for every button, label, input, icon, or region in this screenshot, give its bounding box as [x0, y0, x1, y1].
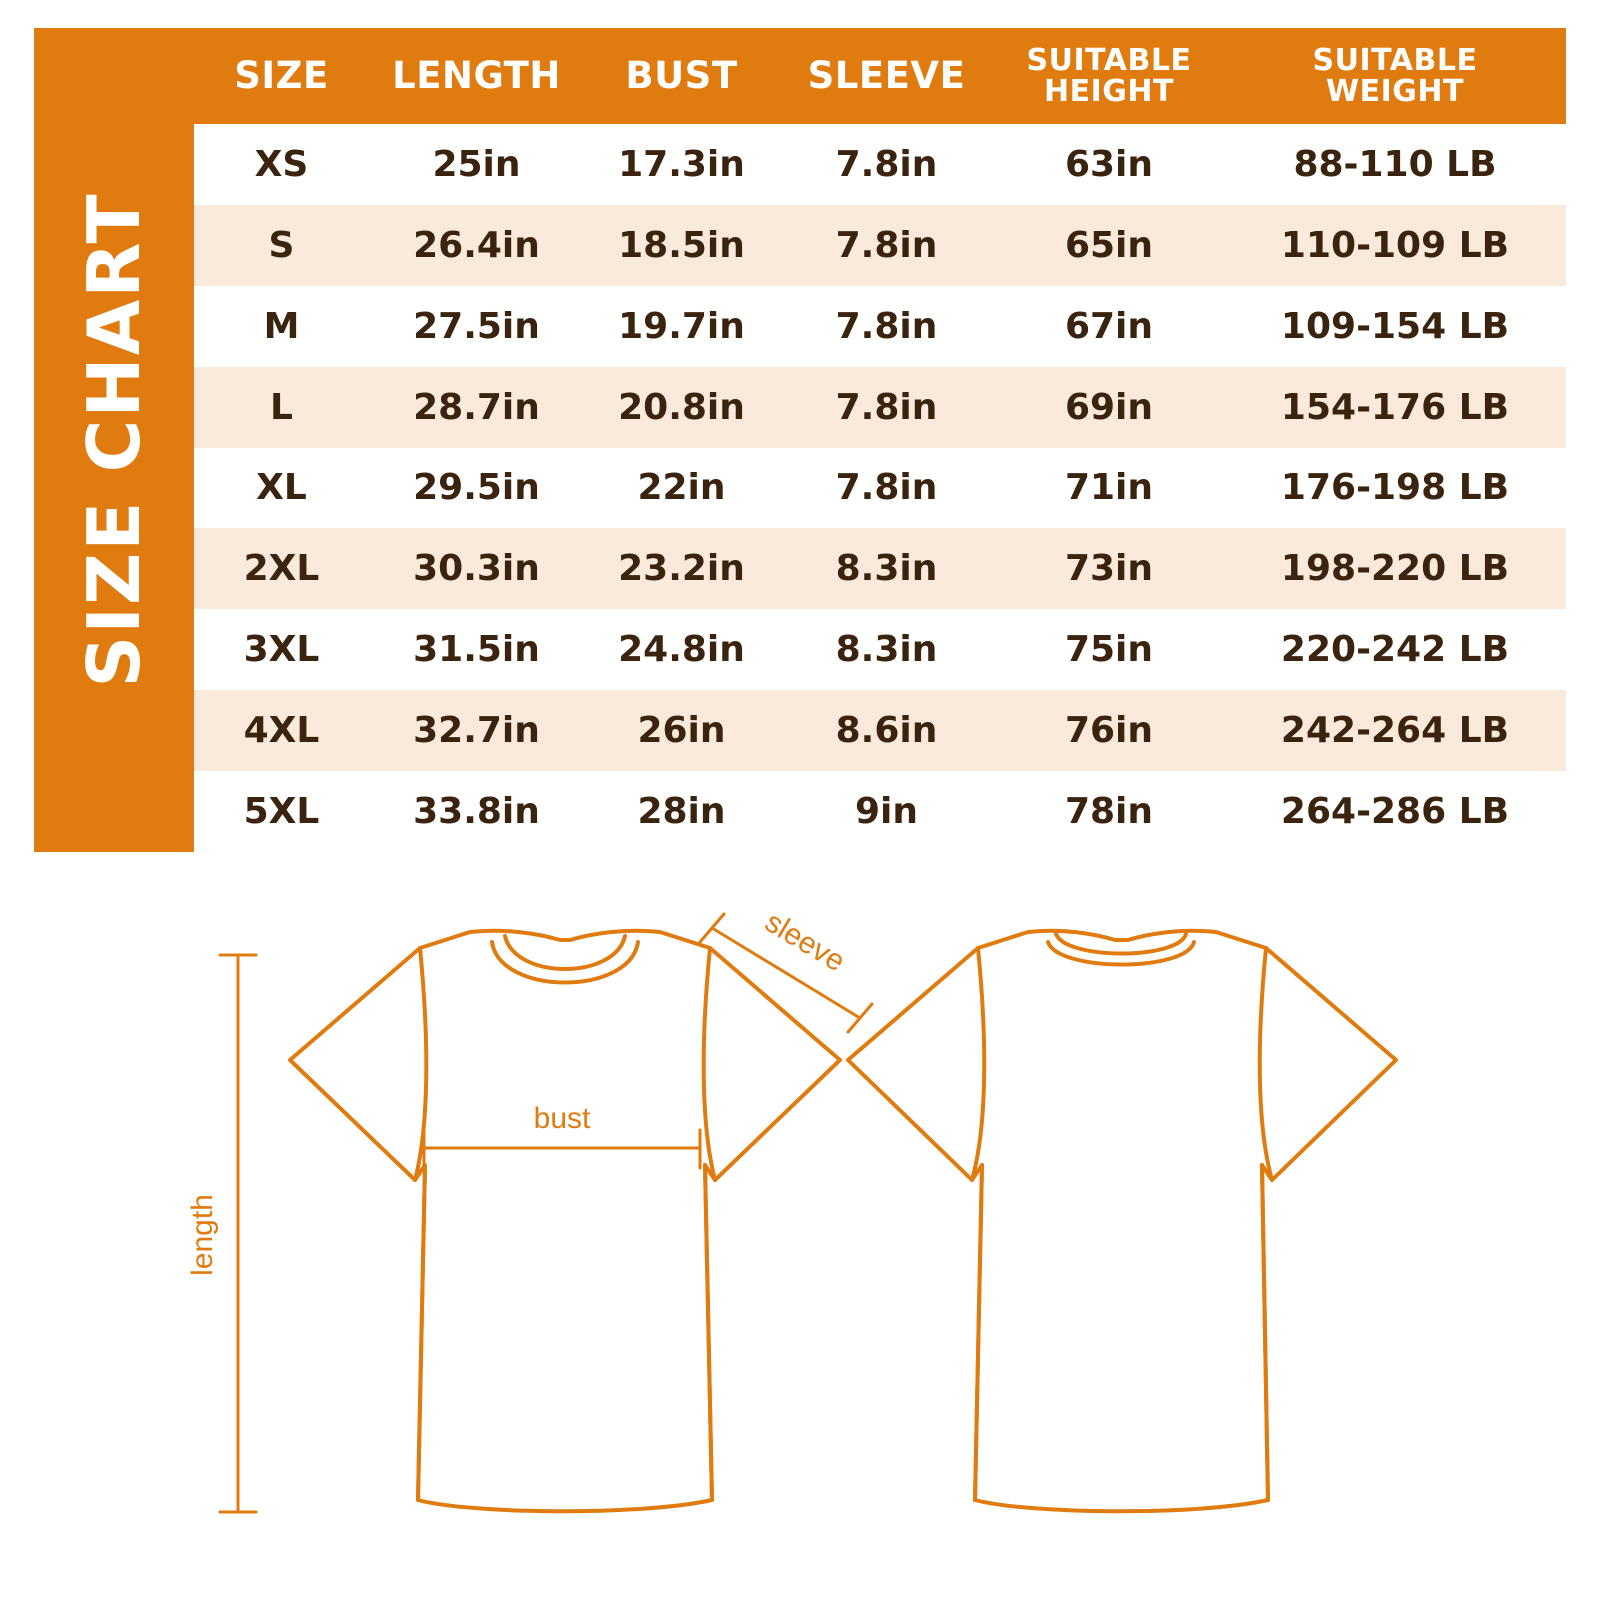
sleeve-label: sleeve: [759, 905, 851, 979]
cell-length: 31.5in: [369, 609, 584, 690]
cell-length: 33.8in: [369, 771, 584, 852]
cell-bust: 18.5in: [584, 205, 779, 286]
cell-sleeve: 7.8in: [779, 286, 994, 367]
cell-sleeve: 7.8in: [779, 205, 994, 286]
cell-weight: 220-242 LB: [1224, 609, 1566, 690]
cell-size: 3XL: [194, 609, 369, 690]
cell-length: 26.4in: [369, 205, 584, 286]
column-header-suitable-weight-line2: WEIGHT: [1326, 74, 1464, 109]
cell-size: S: [194, 205, 369, 286]
table-row: [194, 690, 1566, 771]
table-row: [194, 205, 1566, 286]
cell-sleeve: 8.3in: [779, 609, 994, 690]
cell-size: 2XL: [194, 528, 369, 609]
length-dimension: [220, 955, 256, 1512]
cell-length: 30.3in: [369, 528, 584, 609]
cell-weight: 110-109 LB: [1224, 205, 1566, 286]
size-table: [194, 28, 1566, 852]
column-header-bust: BUST: [625, 53, 738, 97]
column-header-suitable-height-line1: SUITABLE: [1026, 42, 1192, 78]
cell-sleeve: 8.3in: [779, 528, 994, 609]
cell-height: 67in: [994, 286, 1224, 367]
cell-length: 29.5in: [369, 448, 584, 529]
tshirt-front-illustration: [290, 931, 840, 1512]
cell-length: 32.7in: [369, 690, 584, 771]
cell-size: XS: [194, 124, 369, 205]
cell-height: 65in: [994, 205, 1224, 286]
table-row: [194, 771, 1566, 852]
cell-length: 28.7in: [369, 367, 584, 448]
column-header-size: SIZE: [234, 53, 329, 97]
cell-size: 4XL: [194, 690, 369, 771]
table-row: [194, 124, 1566, 205]
length-label: length: [186, 1194, 219, 1276]
cell-bust: 28in: [584, 771, 779, 852]
cell-sleeve: 8.6in: [779, 690, 994, 771]
size-chart-title-bar: [34, 28, 194, 852]
measurement-diagram: [0, 880, 1600, 1580]
cell-bust: 19.7in: [584, 286, 779, 367]
table-row: [194, 448, 1566, 529]
cell-height: 69in: [994, 367, 1224, 448]
cell-weight: 242-264 LB: [1224, 690, 1566, 771]
cell-size: 5XL: [194, 771, 369, 852]
bust-dimension: [424, 1130, 700, 1168]
column-header-length: LENGTH: [392, 53, 561, 97]
column-header-suitable-weight: [1224, 28, 1566, 124]
cell-bust: 24.8in: [584, 609, 779, 690]
cell-sleeve: 7.8in: [779, 367, 994, 448]
cell-height: 73in: [994, 528, 1224, 609]
cell-sleeve: 7.8in: [779, 448, 994, 529]
cell-weight: 198-220 LB: [1224, 528, 1566, 609]
page-title: SIZE CHART: [72, 192, 156, 688]
cell-height: 76in: [994, 690, 1224, 771]
cell-sleeve: 9in: [779, 771, 994, 852]
bust-label: bust: [533, 1102, 591, 1135]
tshirt-back-illustration: [848, 931, 1396, 1512]
cell-size: XL: [194, 448, 369, 529]
cell-bust: 20.8in: [584, 367, 779, 448]
cell-length: 25in: [369, 124, 584, 205]
cell-height: 78in: [994, 771, 1224, 852]
table-row: [194, 367, 1566, 448]
cell-bust: 23.2in: [584, 528, 779, 609]
cell-weight: 176-198 LB: [1224, 448, 1566, 529]
cell-weight: 154-176 LB: [1224, 367, 1566, 448]
table-row: [194, 609, 1566, 690]
cell-weight: 88-110 LB: [1224, 124, 1566, 205]
cell-weight: 109-154 LB: [1224, 286, 1566, 367]
column-header-suitable-weight-line1: SUITABLE: [1312, 42, 1478, 78]
cell-bust: 22in: [584, 448, 779, 529]
cell-height: 71in: [994, 448, 1224, 529]
cell-size: L: [194, 367, 369, 448]
cell-bust: 26in: [584, 690, 779, 771]
cell-sleeve: 7.8in: [779, 124, 994, 205]
column-header-suitable-height: [994, 28, 1224, 124]
column-header-sleeve: SLEEVE: [807, 53, 966, 97]
cell-size: M: [194, 286, 369, 367]
cell-height: 63in: [994, 124, 1224, 205]
table-header-row: [194, 28, 1566, 124]
cell-height: 75in: [994, 609, 1224, 690]
size-chart-panel: [34, 28, 1566, 852]
cell-weight: 264-286 LB: [1224, 771, 1566, 852]
cell-length: 27.5in: [369, 286, 584, 367]
table-row: [194, 286, 1566, 367]
cell-bust: 17.3in: [584, 124, 779, 205]
size-table-container: [194, 28, 1566, 852]
table-row: [194, 528, 1566, 609]
size-table-body: [194, 124, 1566, 852]
size-table-header: [194, 28, 1566, 124]
column-header-suitable-height-line2: HEIGHT: [1044, 74, 1174, 109]
